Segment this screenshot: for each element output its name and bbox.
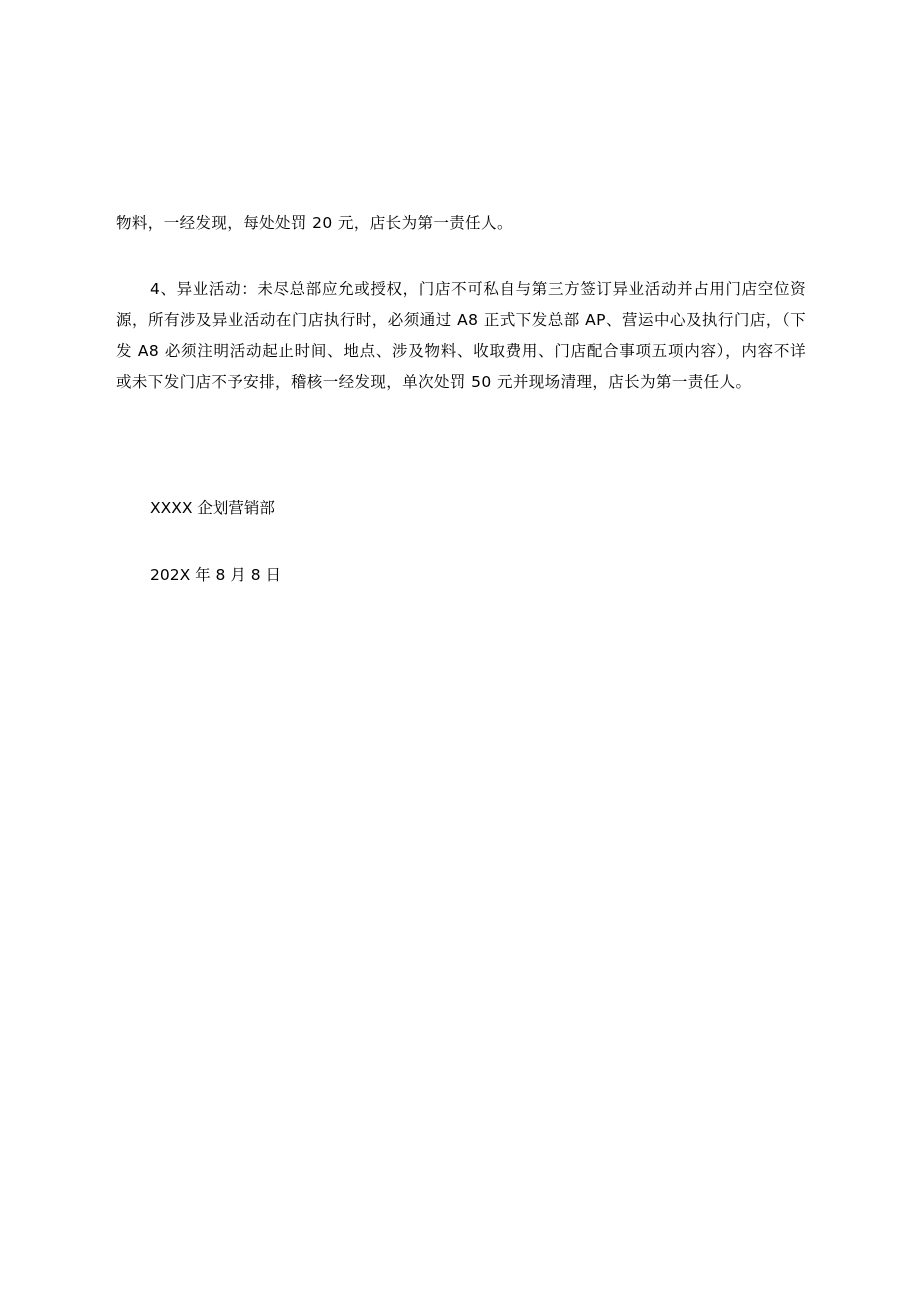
paragraph-penalty-continuation: 物料，一经发现，每处处罚 20 元，店长为第一责任人。	[116, 214, 513, 232]
paragraph-cross-industry-activity: 4、异业活动：未尽总部应允或授权，门店不可私自与第三方签订异业活动并占用门店空位资源，所有涉及异业活动在门店执行时，必须通过 A8 正式下发总部 AP、营运中心及执行门店，（下发 A8 必须注明活动起止时间、地点、涉及物料、收取费用、门店配合事项五项内容），内容不详或未下发门店不予安排，稽核一经发现，单次处罚 50 元并现场清理，店长为第一责任人。	[116, 280, 806, 391]
signature-department: XXXX 企划营销部	[150, 499, 275, 517]
signature-date: 202X 年 8 月 8 日	[150, 566, 282, 584]
